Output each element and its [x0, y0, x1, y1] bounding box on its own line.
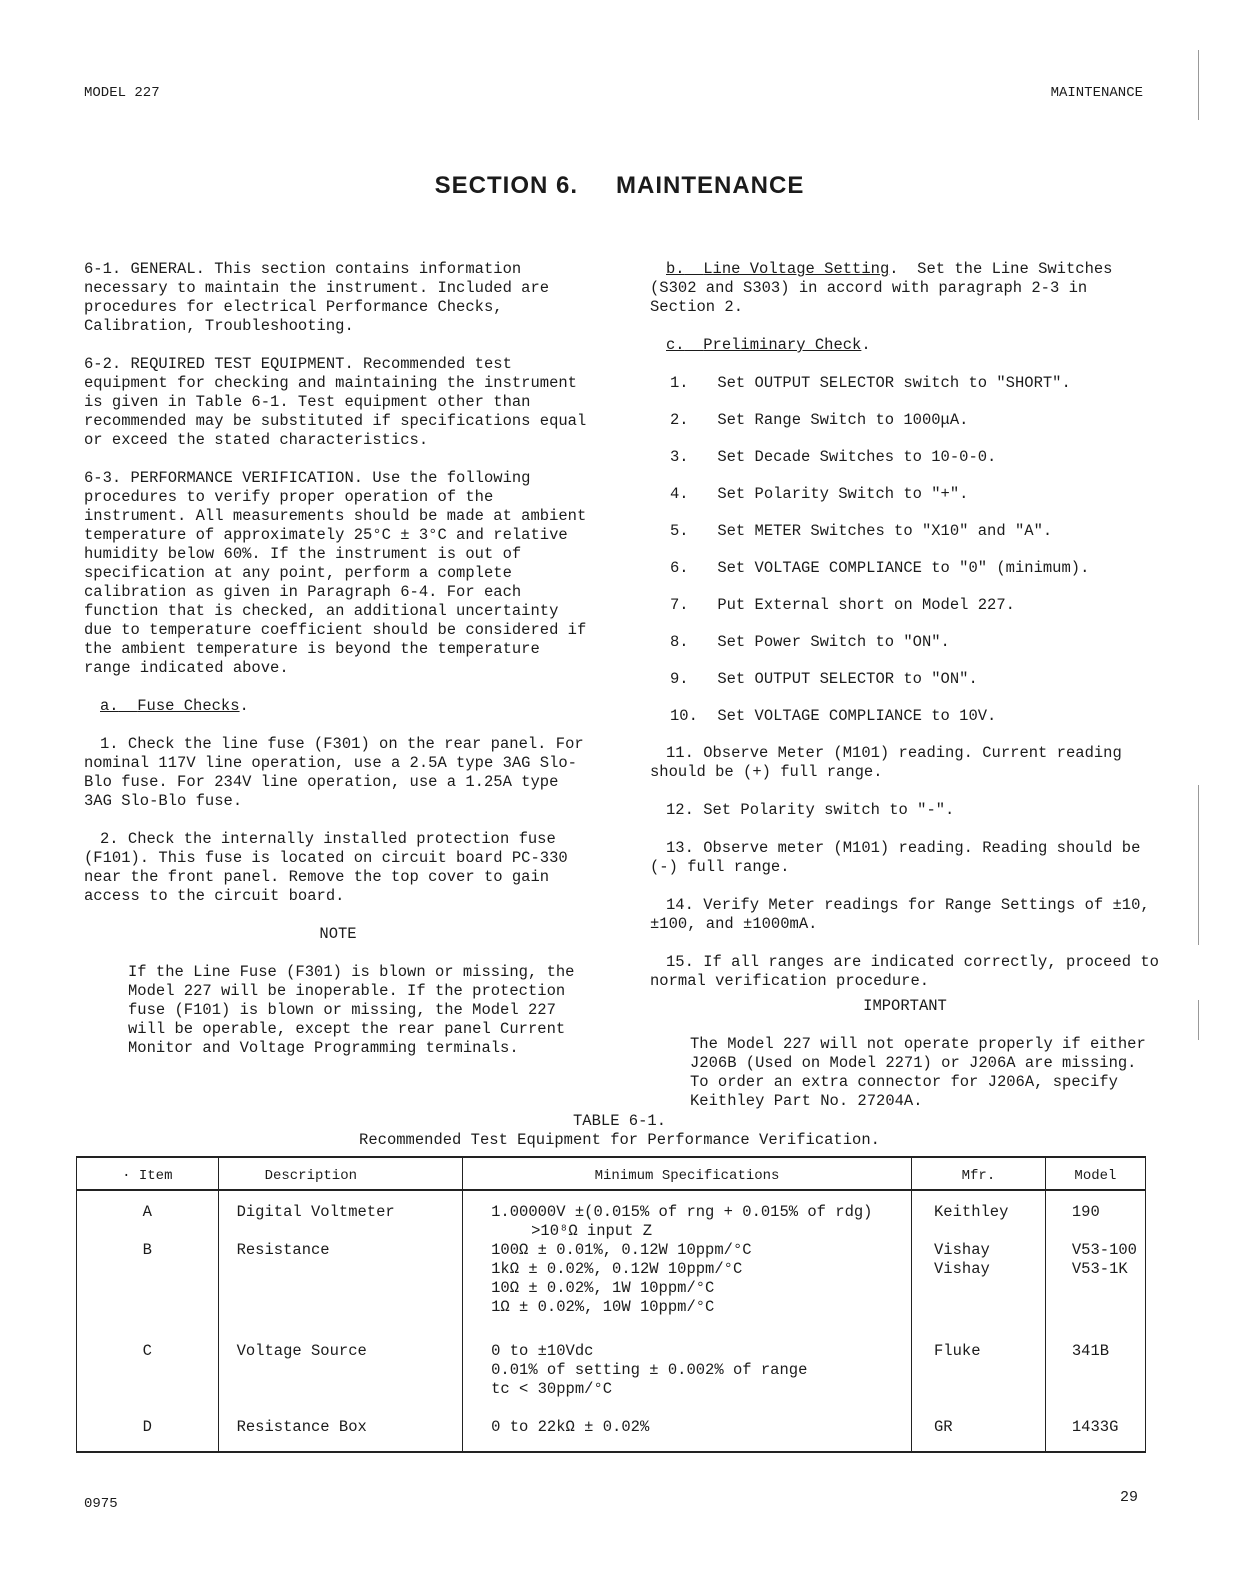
preliminary-check-prefix: c. — [666, 336, 685, 354]
preliminary-check-heading: c. Preliminary Check. — [666, 336, 871, 354]
list-item: 6. Set VOLTAGE COMPLIANCE to "0" (minimum). — [670, 559, 1090, 577]
table-header-row — [77, 1157, 1146, 1190]
step-11: 11. Observe Meter (M101) reading. Current reading should be (+) full range. — [650, 744, 1122, 781]
step-13: 13. Observe meter (M101) reading. Reading should be (-) full range. — [650, 839, 1141, 876]
line-voltage-paragraph: b. Line Voltage Setting. Set the Line Switches (S302 and S303) in accord with paragraph 2-3 in Section 2. — [650, 260, 1113, 316]
list-item: 5. Set METER Switches to "X10" and "A". — [670, 522, 1053, 540]
paragraph-test-equipment: 6-2. REQUIRED TEST EQUIPMENT. Recommended test equipment for checking and maintaining the instrument is given in Table 6-1. Test equipment other than recommended may be substituted if specifications equal or exceed the stated characteristics. — [84, 355, 587, 449]
header-section: MAINTENANCE — [1050, 85, 1143, 101]
page-title — [0, 172, 1239, 199]
list-item: 2. Set Range Switch to 1000μA. — [670, 411, 969, 429]
paragraph-performance-verification: 6-3. PERFORMANCE VERIFICATION. Use the following procedures to verify proper operation of the instrument. All measurements should be made at ambient temperature of approximately 25°C ± 3°C and relative humidity below 60%. If the instrument is out of specification at any point, perform a complete calibration as given in Paragraph 6-4. For each function that is checked, an additional uncertainty due to temperature coefficient should be considered if the ambient temperature is beyond the temperature range indicated above. — [84, 469, 587, 677]
table-caption: Recommended Test Equipment for Performance Verification. — [359, 1131, 880, 1149]
footer-date-code: 0975 — [84, 1496, 118, 1512]
fuse-check-1: 1. Check the line fuse (F301) on the rear panel. For nominal 117V line operation, use a 2.5A type 3AG Slo-Blo fuse. For 234V line operation, use a 1.25A type 3AG Slo-Blo fuse. — [84, 735, 584, 810]
page-number: 29 — [1120, 1489, 1139, 1506]
list-item: 7. Put External short on Model 227. — [670, 596, 1015, 614]
fuse-checks-title: Fuse Checks — [137, 697, 240, 715]
step-14: 14. Verify Meter readings for Range Settings of ±10, ±100, and ±1000mA. — [650, 896, 1150, 933]
list-item: 4. Set Polarity Switch to "+". — [670, 485, 969, 503]
left-column — [84, 260, 592, 1058]
column-header-description: Description — [218, 1157, 463, 1190]
line-voltage-text: Set the Line Switches (S302 and S303) in accord with paragraph 2-3 in Section 2. — [650, 260, 1113, 316]
list-item: 10. Set VOLTAGE COMPLIANCE to 10V. — [670, 707, 997, 725]
scan-margin-mark — [1198, 1000, 1199, 1040]
note-body: If the Line Fuse (F301) is blown or missing, the Model 227 will be inoperable. If the protection fuse (F101) is blown or missing, the Model 227 will be operable, except the rear panel Current Monitor and Voltage Programming terminals. — [128, 963, 575, 1057]
step-15: 15. If all ranges are indicated correctly, proceed to normal verification procedure. — [650, 953, 1159, 990]
scan-margin-mark — [1198, 785, 1199, 945]
preliminary-check-title: Preliminary Check — [703, 336, 862, 354]
test-equipment-table — [76, 1156, 1146, 1453]
note-title: NOTE — [319, 925, 357, 943]
important-title: IMPORTANT — [863, 997, 947, 1015]
step-12: 12. Set Polarity switch to "-". — [666, 801, 955, 819]
line-voltage-prefix: b. — [666, 260, 685, 278]
table-row: D Resistance Box 0 to 22kΩ ± 0.02% GR 1433G — [77, 1399, 1146, 1452]
column-header-specifications: Minimum Specifications — [463, 1157, 912, 1190]
section-number: SECTION 6. — [434, 172, 579, 199]
list-item: 1. Set OUTPUT SELECTOR switch to "SHORT". — [670, 374, 1071, 392]
paragraph-general: 6-1. GENERAL. This section contains information necessary to maintain the instrument. Included are procedures for electrical Performance Checks, Calibration, Troubleshooting. — [84, 260, 550, 335]
header-model: MODEL 227 — [84, 85, 160, 101]
important-body: The Model 227 will not operate properly if either J206B (Used on Model 2271) or J206A are missing. To order an extra connector for J206A, specify Keithley Part No. 27204A. — [690, 1035, 1146, 1110]
table-row: C Voltage Source 0 to ±10Vdc 0.01% of setting ± 0.002% of range tc < 30ppm/°C Fluke 341B — [77, 1317, 1146, 1399]
fuse-check-2: 2. Check the internally installed protection fuse (F101). This fuse is located on circuit board PC-330 near the front panel. Remove the top cover to gain access to the circuit board. — [84, 830, 568, 905]
list-item: 9. Set OUTPUT SELECTOR to "ON". — [670, 670, 978, 688]
scan-margin-mark — [1198, 50, 1199, 120]
list-item: 8. Set Power Switch to "ON". — [670, 633, 950, 651]
preliminary-steps — [650, 374, 1160, 726]
right-column — [650, 260, 1160, 1111]
column-header-item: · Item — [77, 1157, 219, 1190]
column-header-mfr: Mfr. — [911, 1157, 1045, 1190]
column-header-model: Model — [1045, 1157, 1145, 1190]
table-label: TABLE 6-1. — [572, 1112, 666, 1130]
line-voltage-heading: Line Voltage Setting — [703, 260, 890, 278]
table-row: A Digital Voltmeter 1.00000V ±(0.015% of rng + 0.015% of rdg) >10⁸Ω input Z Keithley 190 — [77, 1190, 1146, 1241]
fuse-checks-heading: a. Fuse Checks. — [100, 697, 249, 715]
list-item: 3. Set Decade Switches to 10-0-0. — [670, 448, 997, 466]
table-row: B Resistance 100Ω ± 0.01%, 0.12W 10ppm/°C 1kΩ ± 0.02%, 0.12W 10ppm/°C 10Ω ± 0.02%, 1W 10ppm/°C 1Ω ± 0.02%, 10W 10ppm/°C Vishay Vishay V53-100 V53-1K — [77, 1241, 1146, 1317]
section-name: MAINTENANCE — [616, 172, 805, 199]
fuse-checks-prefix: a. — [100, 697, 119, 715]
